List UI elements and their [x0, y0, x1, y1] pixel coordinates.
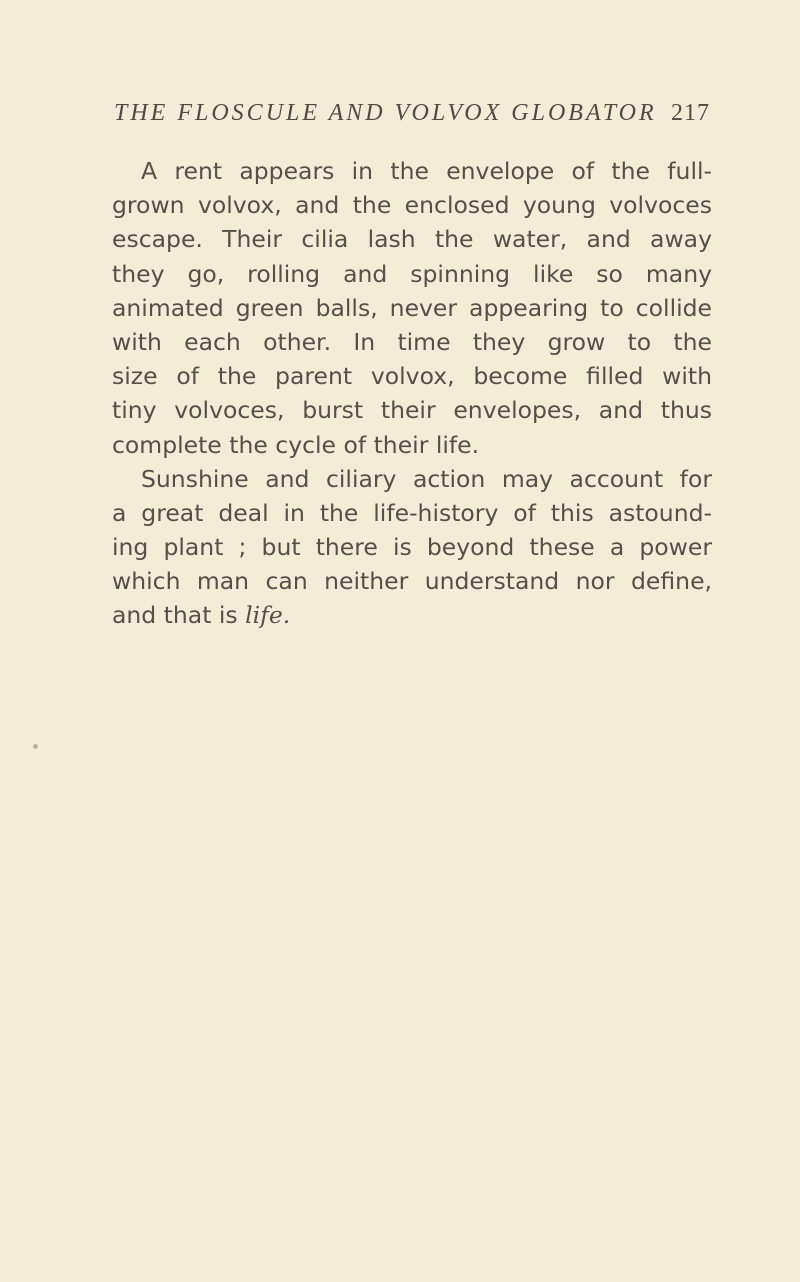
body-text [112, 154, 712, 633]
text-line: which man can neither understand nor define, [112, 567, 712, 596]
final-line-prefix: and that is [112, 601, 246, 630]
text-line: A rent appears in the envelope of the full- [141, 157, 712, 185]
text-line: grown volvox, and the enclosed young volvoces [112, 191, 712, 220]
text-line: escape. Their cilia lash the water, and away [112, 225, 712, 254]
paper-speck [33, 744, 38, 749]
page-number: 217 [671, 100, 710, 126]
text-line: ing plant ; but there is beyond these a power [112, 533, 712, 562]
text-line: with each other. In time they grow to the [112, 327, 712, 356]
text-line: a great deal in the life-history of this astound- [112, 498, 712, 527]
text-line: complete the cycle of their life. [112, 430, 480, 459]
running-title: THE FLOSCULE AND VOLVOX GLOBATOR [114, 100, 657, 126]
italic-word: life. [245, 601, 291, 630]
running-head [114, 100, 710, 140]
text-line: size of the parent volvox, become filled with [112, 362, 712, 391]
text-line: animated green balls, never appearing to collide [112, 293, 712, 322]
text-line: they go, rolling and spinning like so many [112, 259, 712, 288]
text-line: tiny volvoces, burst their envelopes, and thus [112, 396, 712, 425]
text-line: Sunshine and ciliary action may account for [141, 464, 712, 493]
text-line-final [112, 598, 712, 632]
